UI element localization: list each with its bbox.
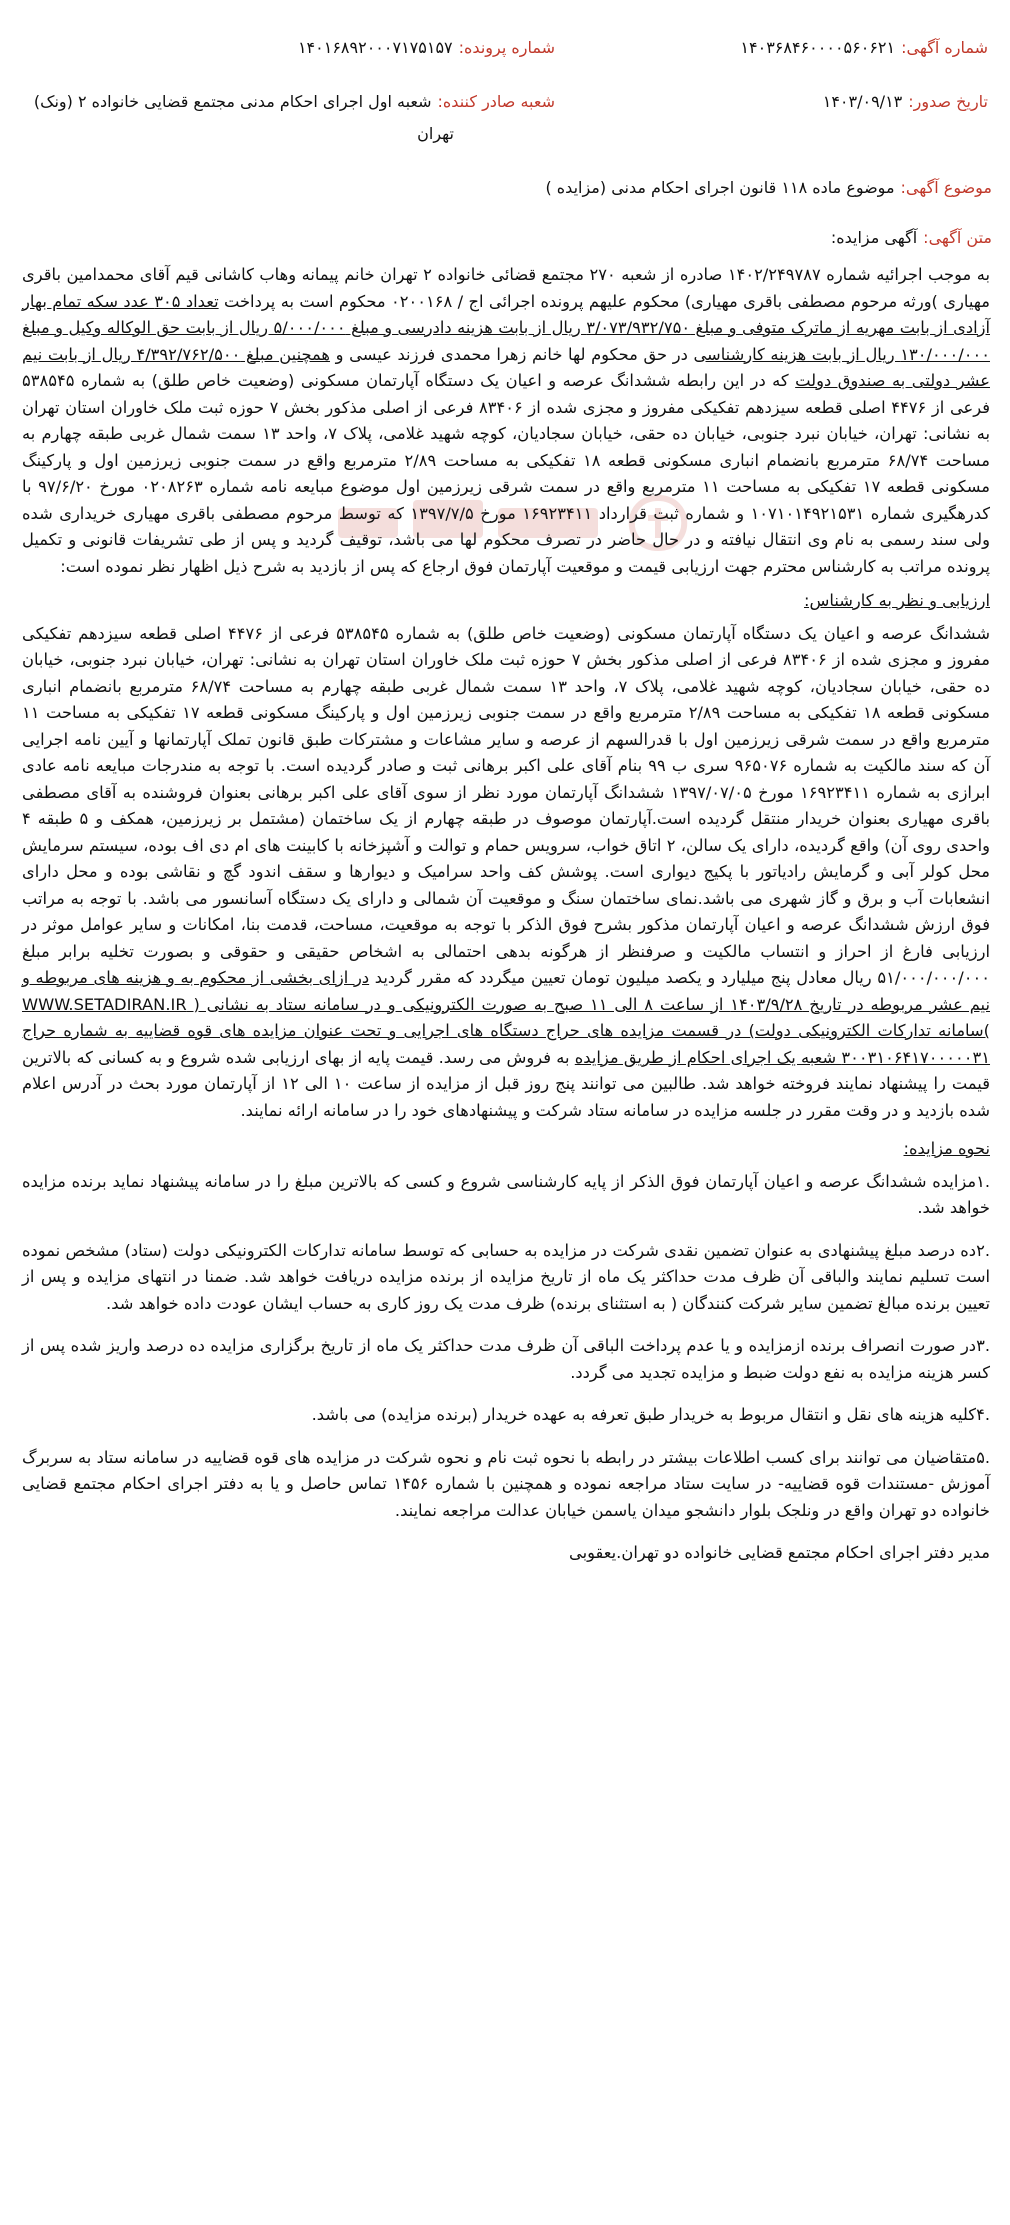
case-number-label: شماره پرونده: [458, 38, 555, 57]
appraisal-text-b: به فروش می رسد. قیمت پایه از بهای ارزیابی شده شروع و به کسانی که بالاترین قیمت را پیشنهاد نمایند فروخته خواهد شد. طالبین می توانند پنج روز قبل از مزایده از ساعت ۱۰ الی ۱۲ از آپارتمان مورد بحث در آدرس اعلام شده بازدید و در وقت مقرر در جلسه مزایده در سامانه ستاد شرکت و پیشنهادهای خود را در سامانه ارائه نمایند. [22, 1047, 991, 1120]
subject-value: موضوع ماده ۱۱۸ قانون اجرای احکام مدنی (مزایده ) [545, 178, 895, 197]
intro-paragraph [22, 262, 990, 580]
intro-text-b: در حق محکوم لها خانم زهرا محمدی فرزند عیسی و [330, 344, 694, 364]
auction-schedule: در ازای بخشی از محکوم به و هزینه های مربوطه و نیم عشر مربوطه در تاریخ ۱۴۰۳/۹/۲۸ از ساعت ۸ الی ۱۱ صبح به صورت الکترونیکی و در سامانه ستاد به نشانی ( WWW.SETADIRAN.IR )سامانه تدارکات الکترونیکی دولت) در قسمت مزایده های حراج دستگاه های اجرایی و تحت عنوان مزایده های قوه قضاییه به شماره حراج ۳۰۰۳۱۰۶۴۱۷۰۰۰۰۰۳۱ شعبه یک اجرای احکام از طریق مزایده [22, 968, 991, 1067]
procedure-item: .۵متقاضیان می توانند برای کسب اطلاعات بیشتر در رابطه با نحوه ثبت نام و نحوه شرکت در مزایده های قوه قضاییه در سامانه ستاد به سربرگ آموزش -مستندات قوه قضاییه- در سایت ستاد مراجعه نموده و همچنین با شماره ۱۴۵۶ تماس حاصل و یا به دفتر اجرای احکام مجتمع قضایی خانواده دو تهران واقع در ونلجک بلوار دانشجو میدان یاسمن خیابان عدالت مراجعه نمایند. [22, 1447, 990, 1520]
appraisal-title: ارزیابی و نظر به کارشناس: [804, 591, 990, 610]
branch-line [34, 92, 555, 111]
intro-text-a: به موجب اجرائیه شماره ۱۴۰۲/۲۴۹۷۸۷ صادره از شعبه ۲۷۰ مجتمع قضائی خانواده ۲ تهران خانم پیمانه وهاب کاشانی قیم آقای محمدامین باقری مهیاری )ورثه مرحوم مصطفی باقری مهیاری) محکوم علیهم پرونده اجرائی اج / ۰۲۰۰۱۶۸ محکوم است به پرداخت [22, 265, 991, 311]
ad-number-value: ۱۴۰۳۶۸۴۶۰۰۰۰۵۶۰۶۲۱ [740, 38, 896, 57]
procedure-item: .۳در صورت انصراف برنده ازمزایده و یا عدم پرداخت الباقی آن ظرف مدت حداکثر یک ماه از تاریخ برگزاری مزایده ده درصد واریز شده پس از کسر هزینه مزایده به نفع دولت ضبط و مزایده تجدید می گردد. [22, 1336, 990, 1382]
subject-line [545, 178, 992, 197]
ad-body [22, 262, 990, 1567]
subject-label: موضوع آگهی: [900, 178, 992, 197]
branch-label: شعبه صادر کننده: [437, 92, 555, 111]
intro-text-c: که در این رابطه ششدانگ عرصه و اعیان یک دستگاه آپارتمان مسکونی (وضعیت خاص طلق) به شماره ۵۳۸۵۴۵ فرعی از ۴۴۷۶ اصلی قطعه سیزدهم تفکیکی مفروز و مجزی شده از ۸۳۴۰۶ فرعی از اصلی مذکور بخش ۷ حوزه ثبت ملک خاوران استان تهران به نشانی: تهران، خیابان نبرد جنوبی، خیابان ده حقی، خیابان سجادیان، کوچه شهید غلامی، پلاک ۷، واحد ۱۳ سمت شمال غربی طبقه چهارم به مساحت ۶۸/۷۴ مترمربع بانضمام انباری مسکونی قطعه ۱۸ تفکیکی به مساحت ۲/۸۹ مترمربع واقع در سمت جنوبی زیرزمین اول و پارکینگ مسکونی قطعه ۱۷ تفکیکی به مساحت ۱۱ مترمربع واقع در سمت شرقی زیرزمین اول موضوع مبایعه نامه شماره ۰۲۰۸۲۶۳ مورخ ۹۷/۶/۲۰ با کدرهگیری شماره ۱۰۷۱۰۱۴۹۲۱۵۳۱ و شماره ثبت قرارداد ۱۶۹۲۳۴۱۱ مورخ ۱۳۹۷/۷/۵ که توسط مرحوم مصطفی باقری مهیاری خریداری شده ولی سند رسمی به نام وی انتقال نیافته و در حال حاضر در تصرف محکوم لها می باشد، توقیف گردید و پس از طی تشریفات قانونی و تکمیل پرونده مراتب به کارشناس محترم جهت ارزیابی قیمت و موقعیت آپارتمان فوق ارجاع که پس از بازدید به شرح ذیل اظهار نظر نموده است: [22, 371, 991, 576]
branch-city: تهران [417, 124, 454, 143]
ad-number-line [740, 38, 988, 57]
issue-date-label: تاریخ صدور: [908, 92, 988, 111]
ad-number-label: شماره آگهی: [901, 38, 988, 57]
issue-date-value: ۱۴۰۳/۰۹/۱۳ [822, 92, 903, 111]
intro-debt-amounts: تعداد ۳۰۵ عدد سکه تمام بهار آزادی از بابت مهریه از ماترک متوفی و مبلغ ۳/۰۷۳/۹۳۲/۷۵۰ ریال از بابت هزینه دادرسی و مبلغ ۵/۰۰۰/۰۰۰ ریال از بابت حق الوکاله وکیل و مبلغ ۱۳۰/۰۰۰/۰۰۰ ریال از بابت هزینه کارشناسی [22, 291, 990, 364]
appraisal-paragraph [22, 621, 990, 1125]
text-header-label: متن آگهی: [923, 228, 992, 247]
case-number-value: ۱۴۰۱۶۸۹۲۰۰۰۷۱۷۵۱۵۷ [297, 38, 453, 57]
signature: مدیر دفتر اجرای احکام مجتمع قضایی خانواده دو تهران.یعقوبی [569, 1543, 990, 1562]
issue-date-line [823, 92, 988, 111]
procedure-item: .۴کلیه هزینه های نقل و انتقال مربوط به خریدار طبق تعرفه به عهده خریدار (برنده مزایده) می باشد. [311, 1405, 990, 1424]
text-header-line [831, 228, 992, 247]
procedure-item: .۲ده درصد مبلغ پیشنهادی به عنوان تضمین نقدی شرکت در مزایده به حسابی که توسط سامانه تدارکات الکترونیکی دولت (ستاد) مشخص نموده است تسلیم نمایند والباقی آن ظرف مدت حداکثر یک ماه از تاریخ مزایده از برنده مزایده دریافت خواهد شد. ضمنا در انتهای مزایده و پس از تعیین برنده مبالغ تضمین سایر شرکت کنندگان ( به استثنای برنده) ظرف مدت یک روز کاری به حساب ایشان عودت داده خواهد شد. [22, 1240, 990, 1313]
procedure-title: نحوه مزایده: [903, 1139, 990, 1158]
appraisal-text-a: ششدانگ عرصه و اعیان یک دستگاه آپارتمان مسکونی (وضعیت خاص طلق) به شماره ۵۳۸۵۴۵ فرعی از ۴۴۷۶ اصلی قطعه سیزدهم تفکیکی مفروز و مجزی شده از ۸۳۴۰۶ فرعی از اصلی مذکور بخش ۷ حوزه ثبت ملک خاوران استان تهران به نشانی: تهران، خیابان نبرد جنوبی، خیابان ده حقی، خیابان سجادیان، کوچه شهید غلامی، پلاک ۷، واحد ۱۳ سمت شمال غربی طبقه چهارم به مساحت ۶۸/۷۴ مترمربع بانضمام انباری مسکونی قطعه ۱۸ تفکیکی به مساحت ۲/۸۹ مترمربع واقع در سمت جنوبی زیرزمین اول و پارکینگ مسکونی قطعه ۱۷ تفکیکی به مساحت ۱۱ مترمربع واقع در سمت شرقی زیرزمین اول با قدرالسهم از عرصه و سایر مشاعات و مشترکات طبق قانون تملک آپارتمانها و آیین نامه اجرایی آن که سند مالکیت به شماره ۹۶۵۰۷۶ سری ب ۹۹ بنام آقای علی اکبر برهانی ثبت و صادر گردیده است. با توجه به مندرجات مبایعه نامه عادی ابرازی به شماره ۱۶۹۲۳۴۱۱ مورخ ۱۳۹۷/۰۷/۰۵ ششدانگ آپارتمان مورد نظر از سوی آقای علی اکبر برهانی بعنوان فروشنده به آقای مصطفی باقری مهیاری بعنوان خریدار منتقل گردیده است.آپارتمان موصوف در طبقه چهارم از یک ساختمان (مشتمل بر زیرزمین، همکف و ۵ طبقه ۴ واحدی روی آن) واقع گردیده، دارای یک سالن، ۲ اتاق خواب، سرویس حمام و توالت و آشپزخانه با کابینت های ام دی اف بوده، سیستم سرمایش محل کولر آبی و گرمایش رادیاتور با پکیج دیواری است. پوشش کف واحد سرامیک و دیوارها و سقف اندود گچ و نقاشی بوده و محل دارای انشعابات آب و برق و گاز شهری می باشد.نمای ساختمان سنگ و موقعیت آن شمالی و دارای یک دستگاه آسانسور می باشد. با توجه به مراتب فوق ارزش ششدانگ عرصه و اعیان آپارتمان مذکور بشرح فوق الذکر با توجه به موقعیت، مساحت، قدمت بنا، امکانات و سایر عوامل موثر در ارزیابی فارغ از احراز و انتساب مالکیت و صرفنظر از هرگونه بدهی احتمالی به اشخاص حقیقی و حقوقی و بصورت تخلیه برابر مبلغ ۵۱/۰۰۰/۰۰۰/۰۰۰ ریال معادل پنج میلیارد و یکصد میلیون تومان تعیین میگردد که مقرر گردید [22, 623, 991, 987]
intro-state-fee: همچنین مبلغ ۴/۳۹۲/۷۶۲/۵۰۰ ریال از بابت نیم عشر دولتی به صندوق دولت [22, 344, 990, 390]
branch-value: شعبه اول اجرای احکام مدنی مجتمع قضایی خانواده ۲ (ونک) [33, 92, 432, 111]
procedure-item: .۱مزایده ششدانگ عرصه و اعیان آپارتمان فوق الذکر از پایه کارشناسی شروع و کسی که بالاترین مبلغ را در سامانه پیشنهاد نماید برنده مزایده خواهد شد. [22, 1171, 990, 1217]
text-header-value: آگهی مزایده: [830, 228, 918, 247]
case-number-line [298, 38, 555, 57]
